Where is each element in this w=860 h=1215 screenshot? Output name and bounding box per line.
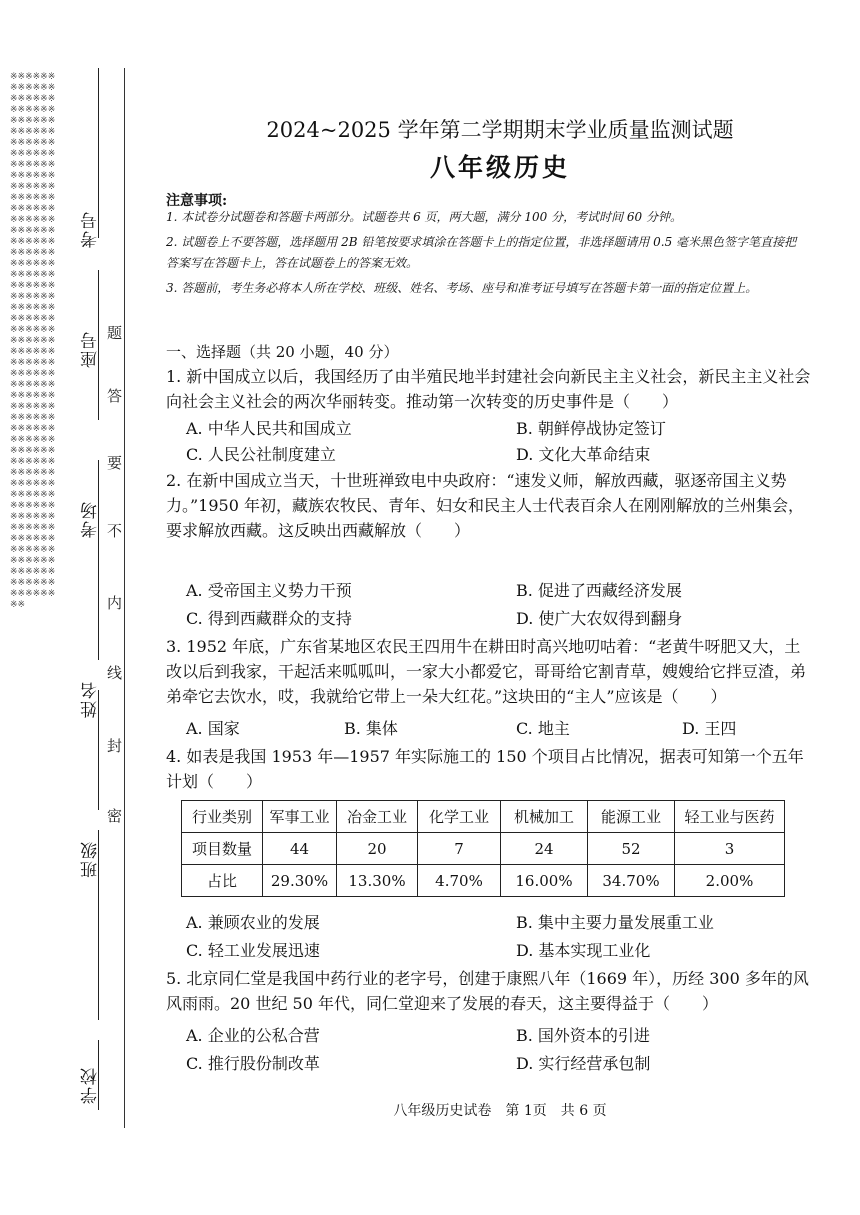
notice-item-3: 3. 答题前，考生务必将本人所在学校、班级、姓名、考场、座号和准考证号填写在答题卡第一面的指定位置上。 [166,281,758,295]
table-cell: 24 [501,833,588,865]
table-cell: 20 [337,833,418,865]
seal-char: 内 [107,594,123,612]
seal-char: 不 [107,522,123,540]
table-cell: 4.70% [418,865,501,897]
seat-number-label: 座号 [81,330,101,368]
table-row [182,833,785,865]
seal-char: 题 [107,324,123,342]
question-4-stem: 4. 如表是我国 1953 年—1957 年实际施工的 150 个项目占比情况，据表可知第一个五年计划（ ） [166,747,804,791]
table-header-cell: 机械加工 [501,801,588,833]
exam-subtitle: 八年级历史 [429,153,570,182]
table-row-label: 项目数量 [182,833,263,865]
question-1-option-b: B. 朝鲜停战协定签订 [516,419,666,438]
exam-room-label: 考场 [81,500,101,538]
table-header-cell: 轻工业与医药 [675,801,785,833]
seal-char: 要 [107,454,123,472]
table-header-cell: 能源工业 [588,801,675,833]
margin-dot-pattern: ※※※※※※※※※※※※※※※※※※※※※※※※※※※※※※※※※※※※※※※※※※※※※※※※※※※※※※※※※※※※※※※※※※※※※※※※※※※※※※※※※※※※※※※※※※※※※※※※※※※※※※※※※※※※※※※※※※※※※※※※※※※※※※※※※※※※※※※※※※※※※※※※※※※※※※※※※※※※※※※※※※※※※※※※※※※※※※※※※※※※※※※※※※※※※※※※※※※※※※※※※※※※※※※※※※※※※※※※※※※※※※※※※※※※※※※※※※※※※※※※※※※※※※※※※※※※※※※※※※※※※※※※※※※※※※※※※※※※※※※※※※※※※※※※※※ [10,72,56,610]
question-3-option-a: A. 国家 [186,719,240,738]
page-footer: 八年级历史试卷 第 1页 共 6 页 [393,1103,607,1119]
question-2-option-d: D. 使广大农奴得到翻身 [516,609,683,628]
project-share-table [181,800,785,897]
notice-heading: 注意事项: [166,193,228,209]
table-cell: 52 [588,833,675,865]
seal-char: 线 [107,664,123,682]
table-cell: 7 [418,833,501,865]
section-title: 一、选择题（共 20 小题，40 分） [166,343,399,361]
seal-char: 答 [107,387,123,405]
question-2-stem: 2. 在新中国成立当天，十世班禅致电中央政府：“速发义师，解放西藏，驱逐帝国主义势力。”1950 年初，藏族农牧民、青年、妇女和民主人士代表百余人在刚刚解放的兰州集会，要求解放西藏。这反映出西藏解放（ ） [166,471,804,540]
question-3-option-c: C. 地主 [516,719,570,738]
question-1-option-d: D. 文化大革命结束 [516,445,651,464]
table-cell: 29.30% [263,865,337,897]
notice-item-2: 2. 试题卷上不要答题，选择题用 2B 铅笔按要求填涂在答题卡上的指定位置，非选择题请用 0.5 毫米黑色签字笔直接把答案写在答题卡上，答在试题卷上的答案无效。 [166,235,797,270]
seal-char: 封 [107,737,123,755]
question-2-option-c: C. 得到西藏群众的支持 [186,609,352,628]
question-5-option-d: D. 实行经营承包制 [516,1054,651,1073]
question-5-option-b: B. 国外资本的引进 [516,1026,650,1045]
question-3-option-b: B. 集体 [344,719,398,738]
table-cell: 16.00% [501,865,588,897]
table-header-cell: 行业类别 [182,801,263,833]
question-5-option-a: A. 企业的公私合营 [186,1026,320,1045]
question-4-option-b: B. 集中主要力量发展重工业 [516,913,714,932]
table-cell: 3 [675,833,785,865]
exam-title: 2024~2025 学年第二学期期末学业质量监测试题 [266,118,734,142]
table-row [182,865,785,897]
question-4-option-a: A. 兼顾农业的发展 [186,913,320,932]
table-cell: 44 [263,833,337,865]
table-header-row [182,801,785,833]
question-4-option-d: D. 基本实现工业化 [516,941,651,960]
table-header-cell: 军事工业 [263,801,337,833]
school-label: 学校 [81,1066,101,1104]
exam-number-label: 考号 [81,210,101,248]
exam-room-line [98,460,99,660]
table-cell: 13.30% [337,865,418,897]
name-label: 姓名 [81,680,101,718]
table-cell: 2.00% [675,865,785,897]
class-label: 班级 [81,840,101,878]
question-5-stem: 5. 北京同仁堂是我国中药行业的老字号，创建于康熙八年（1669 年），历经 300 多年的风风雨雨。20 世纪 50 年代，同仁堂迎来了发展的春天，这主要得益于（ ） [166,969,809,1013]
table-header-cell: 冶金工业 [337,801,418,833]
question-1-option-c: C. 人民公社制度建立 [186,445,336,464]
notice-item-1: 1. 本试卷分试题卷和答题卡两部分。试题卷共 6 页，两大题，满分 100 分，考试时间 60 分钟。 [166,210,682,224]
question-5-option-c: C. 推行股份制改革 [186,1054,320,1073]
question-3-stem: 3. 1952 年底，广东省某地区农民王四用牛在耕田时高兴地叨咕着：“老黄牛呀肥又大，土改以后到我家，干起活来呱呱叫，一家大小都爱它，哥哥给它割青草，嫂嫂给它拌豆渣，弟弟牵它去饮水，哎，我就给它带上一朵大红花。”这块田的“主人”应该是（ ） [166,637,807,706]
question-2-option-b: B. 促进了西藏经济发展 [516,581,682,600]
table-cell: 34.70% [588,865,675,897]
seal-line [124,68,125,1128]
question-2-option-a: A. 受帝国主义势力干预 [186,581,352,600]
question-1-stem: 1. 新中国成立以后，我国经历了由半殖民地半封建社会向新民主主义社会，新民主主义社会向社会主义社会的两次华丽转变。推动第一次转变的历史事件是（ ） [166,367,811,411]
binding-margin [0,0,130,1215]
question-3-option-d: D. 王四 [682,719,737,738]
table-header-cell: 化学工业 [418,801,501,833]
question-1-option-a: A. 中华人民共和国成立 [186,419,352,438]
question-4-option-c: C. 轻工业发展迅速 [186,941,320,960]
table-row-label: 占比 [182,865,263,897]
seal-char: 密 [107,807,123,825]
